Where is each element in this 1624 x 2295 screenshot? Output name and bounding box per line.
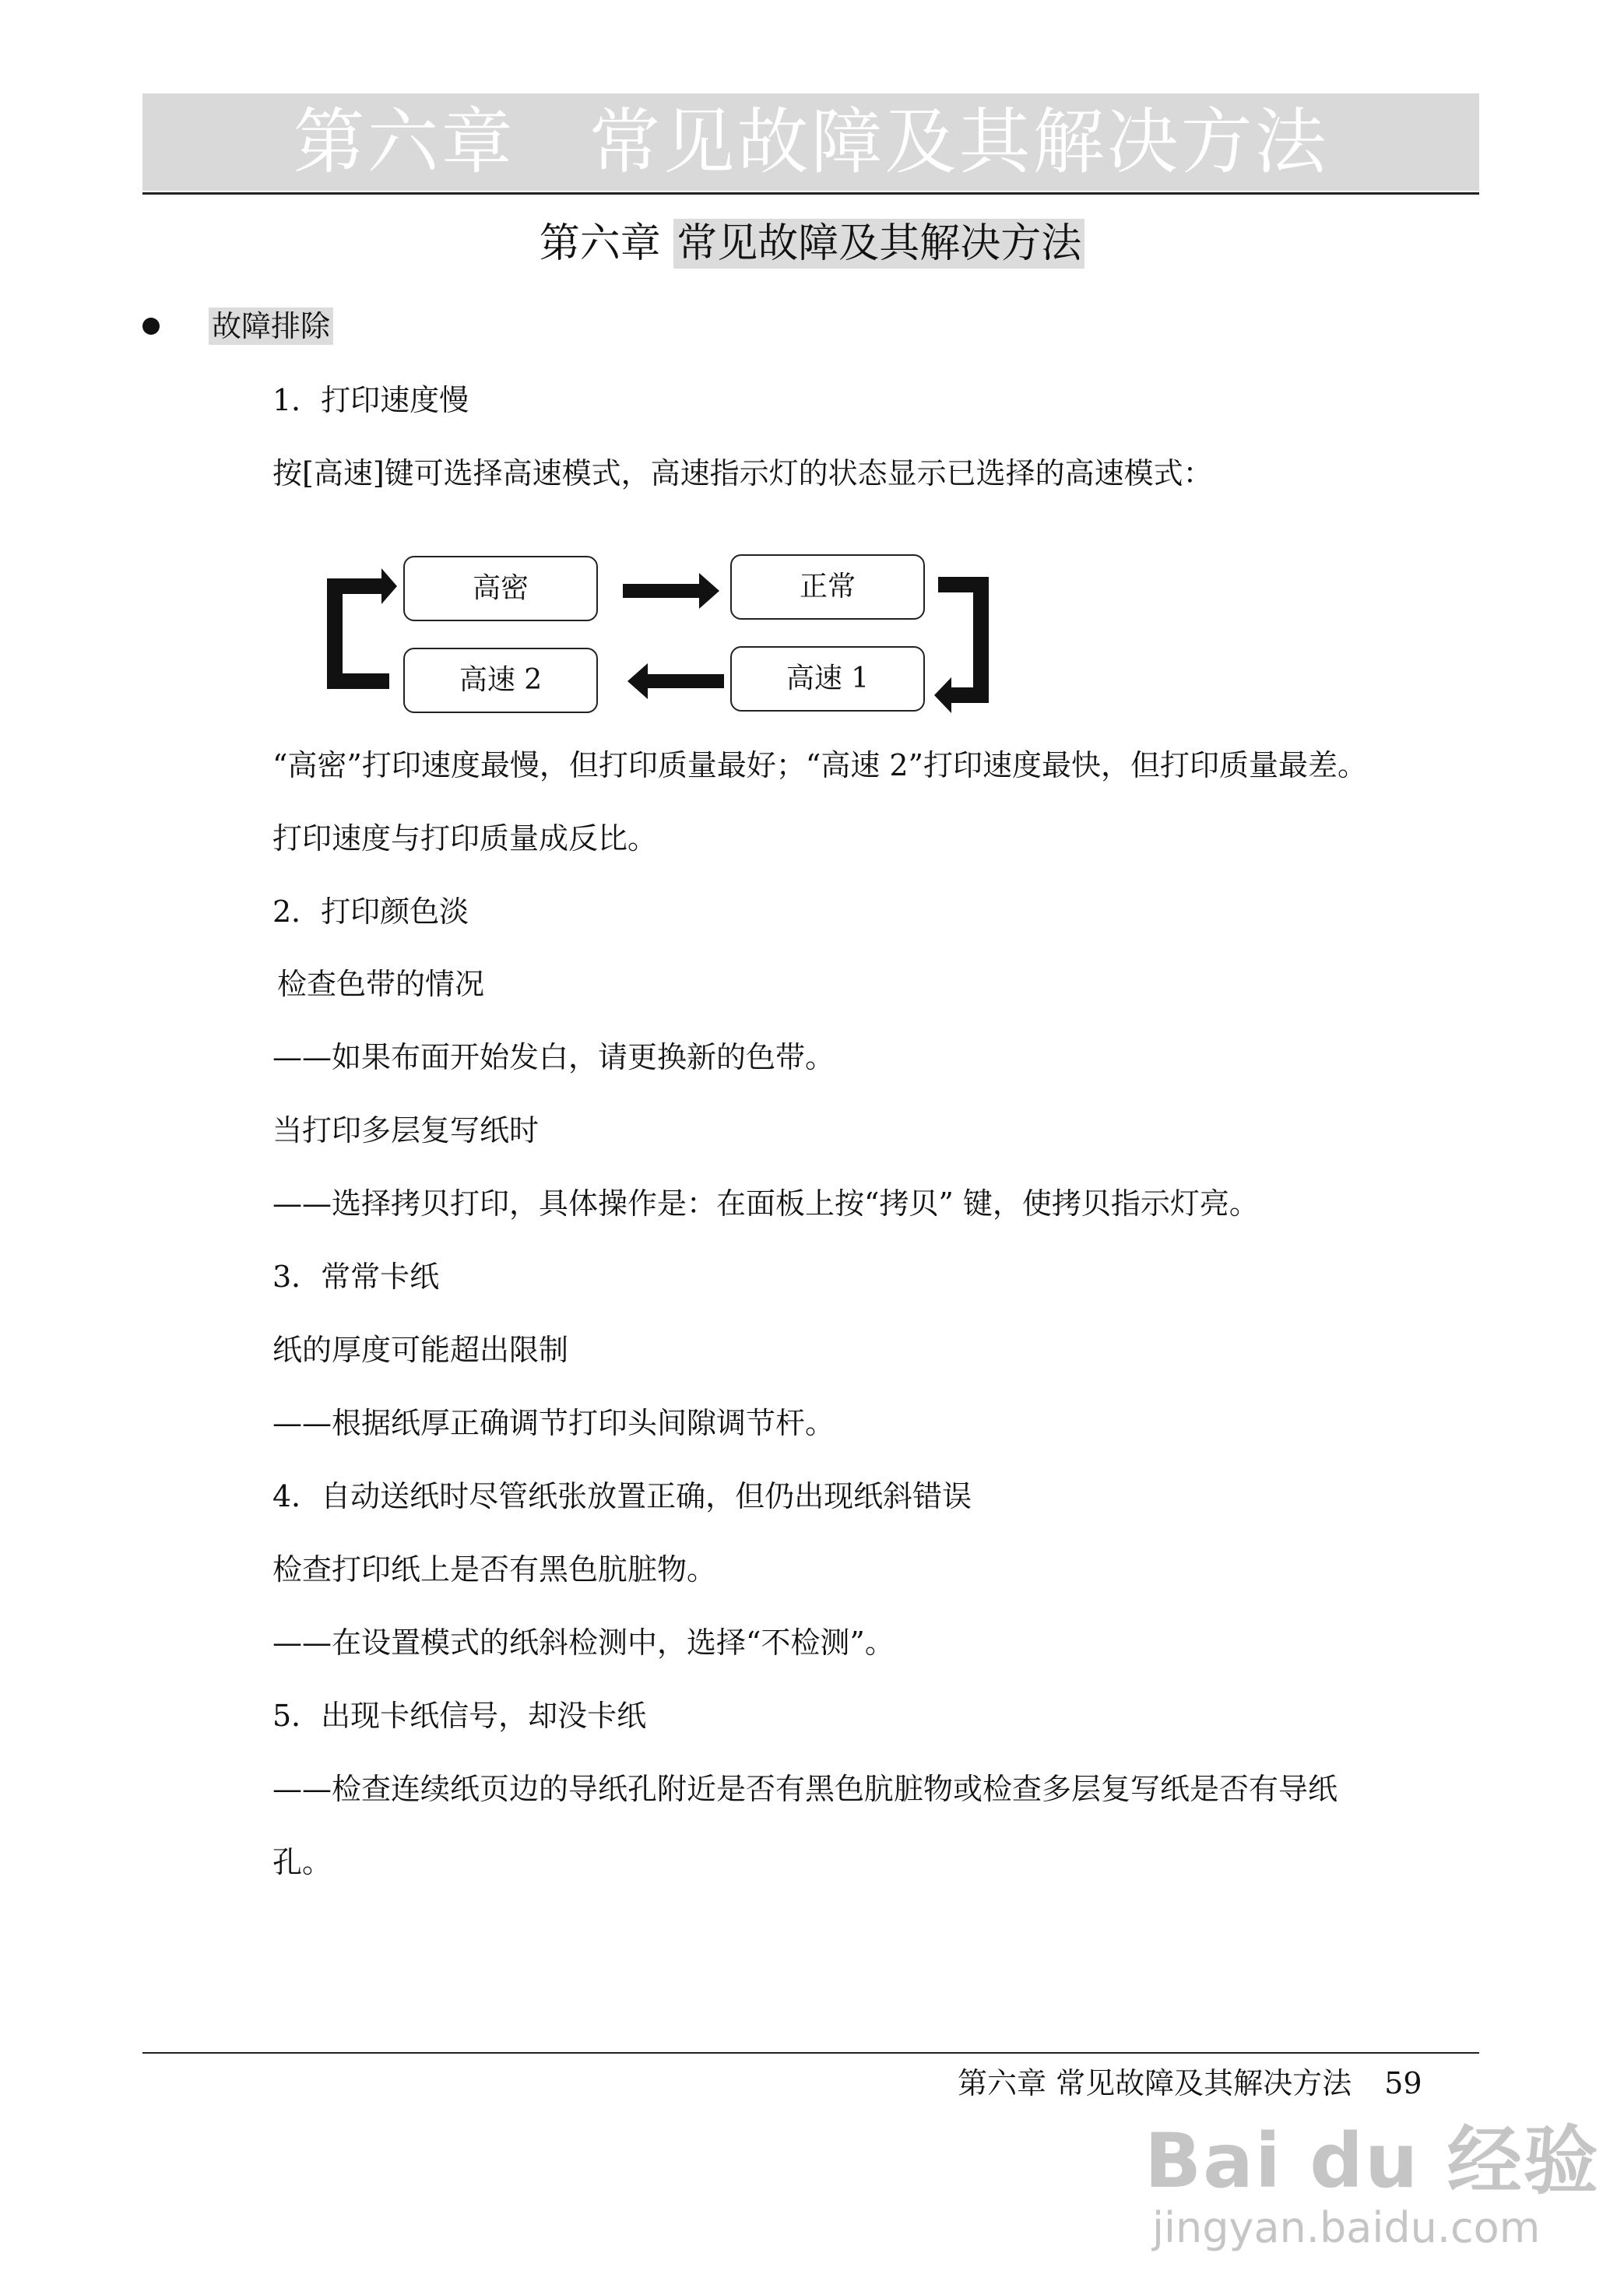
item-5-heading: 5．出现卡纸信号，却没卡纸	[272, 1699, 647, 1733]
item-3-line-1: 纸的厚度可能超出限制	[272, 1333, 569, 1367]
item-5-line-2: 孔。	[272, 1845, 332, 1879]
item-3-line-2: ——根据纸厚正确调节打印头间隙调节杆。	[272, 1406, 835, 1440]
page-title-prefix: 第六章	[539, 220, 661, 267]
item-4-line-1: 检查打印纸上是否有黑色肮脏物。	[272, 1552, 717, 1587]
page-number: 59	[1384, 2066, 1422, 2100]
item-4-line-2: ——在设置模式的纸斜检测中，选择“不检测”。	[272, 1625, 895, 1660]
baidu-watermark-logo: Bai du 经验	[1144, 2118, 1600, 2205]
item-1-heading: 1．打印速度慢	[272, 383, 469, 417]
section-label: 故障排除	[209, 304, 333, 348]
mode-box-high-speed-1: 高速 1	[730, 646, 925, 712]
chapter-header-text: 第六章 常见故障及其解决方法	[293, 100, 1329, 184]
item-2-line-4: ——选择拷贝打印，具体操作是：在面板上按“拷贝” 键，使拷贝指示灯亮。	[272, 1186, 1259, 1221]
mode-box-high-speed-2: 高速 2	[403, 648, 598, 713]
item-3-heading: 3．常常卡纸	[272, 1260, 440, 1294]
page-title-highlight: 常见故障及其解决方法	[673, 219, 1084, 269]
item-2-heading: 2．打印颜色淡	[272, 894, 469, 929]
item-2-line-3: 当打印多层复写纸时	[272, 1113, 540, 1148]
item-1-note-line-2: 打印速度与打印质量成反比。	[272, 821, 658, 856]
item-5-line-1: ——检查连续纸页边的导纸孔附近是否有黑色肮脏物或检查多层复写纸是否有导纸	[272, 1772, 1338, 1806]
item-1-note-line-1: “高密”打印速度最慢，但打印质量最好；“高速 2”打印速度最快，但打印质量最差。	[272, 748, 1367, 782]
item-2-line-2: ——如果布面开始发白，请更换新的色带。	[272, 1040, 835, 1074]
baidu-watermark-url: jingyan.baidu.com	[1152, 2203, 1541, 2252]
mode-box-normal: 正常	[730, 554, 925, 620]
item-1-text: 按[高速]键可选择高速模式，高速指示灯的状态显示已选择的高速模式：	[272, 456, 1213, 490]
footer-chapter-text: 第六章 常见故障及其解决方法	[958, 2066, 1352, 2100]
page-footer	[958, 2061, 1422, 2105]
item-2-line-1: 检查色带的情况	[277, 967, 485, 1001]
mode-box-high-density: 高密	[403, 556, 598, 621]
footer-rule	[142, 2052, 1479, 2054]
item-4-heading: 4．自动送纸时尽管纸张放置正确，但仍出现纸斜错误	[272, 1479, 972, 1513]
